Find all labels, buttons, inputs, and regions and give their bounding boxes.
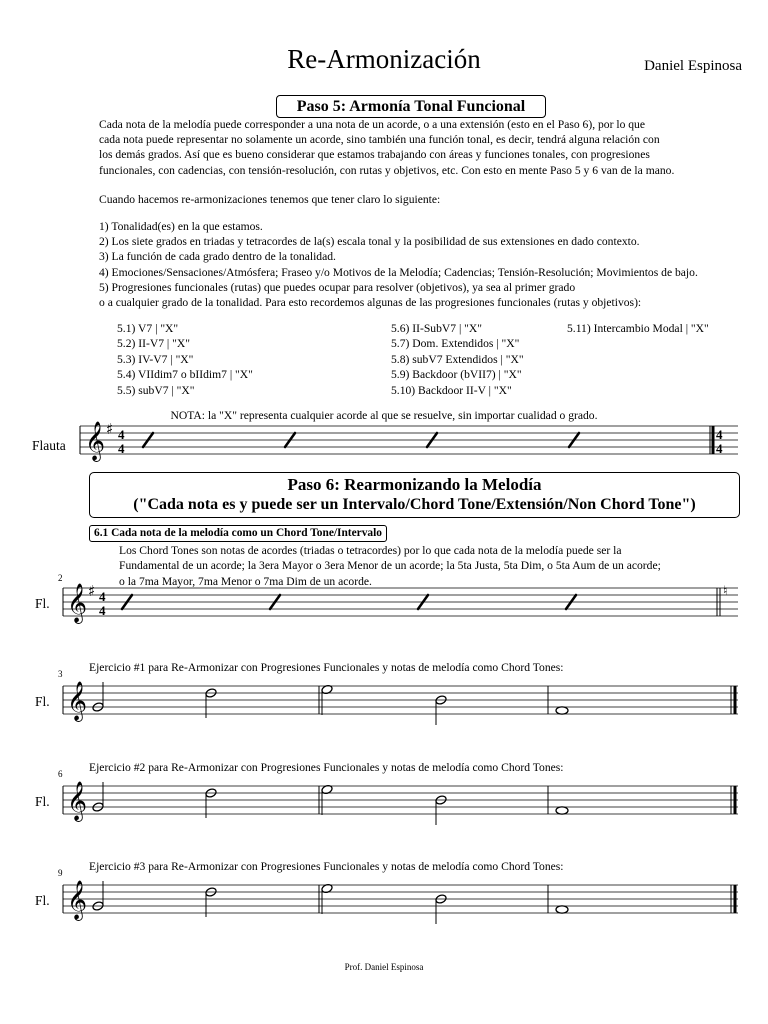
sharp-icon: ♯ <box>106 420 114 438</box>
progression-item: 5.4) VIIdim7 o bIIdim7 | "X" <box>117 368 253 382</box>
progressions-column-3 <box>567 321 709 336</box>
paso6-box <box>89 472 740 518</box>
paso5-heading: Paso 5: Armonía Tonal Funcional <box>276 95 546 118</box>
point-item: 4) Emociones/Sensaciones/Atmósfera; Fraseo y/o Motivos de la Melodía; Cadencias; Tensión-Resolución; Movimientos de bajo. <box>99 265 698 279</box>
chord-tones-line: Fundamental de un acorde; la 3era Mayor o 3era Menor de un acorde; la 5ta Justa, 5ta Dim, o 5ta Aum de un acorde; <box>119 559 661 573</box>
treble-clef-icon: 𝄞 <box>67 681 88 721</box>
point-item: 2) Los siete grados en triadas y tetracordes de la(s) escala tonal y la posibilidad de sus extensiones en dado contexto. <box>99 235 640 249</box>
progression-item: 5.1) V7 | "X" <box>117 322 179 335</box>
exercise-instruction: Ejercicio #2 para Re-Armonizar con Progresiones Funcionales y notas de melodía como Chord Tones: <box>89 761 564 774</box>
progression-item: 5.2) II-V7 | "X" <box>117 337 190 351</box>
progression-item: 5.10) Backdoor II-V | "X" <box>391 383 512 397</box>
exercise-instruction: Ejercicio #1 para Re-Armonizar con Progresiones Funcionales y notas de melodía como Chord Tones: <box>89 661 564 674</box>
natural-icon: ♮ <box>723 584 728 599</box>
author-name: Daniel Espinosa <box>644 58 742 74</box>
instrument-name: Fl. <box>35 893 50 908</box>
point-item: 1) Tonalidad(es) en la que estamos. <box>99 220 263 233</box>
exercise-staff-2 <box>0 776 768 826</box>
treble-clef-icon: 𝄞 <box>85 421 106 461</box>
chord-tones-line: o la 7ma Mayor, 7ma Menor o 7ma Dim de un acorde. <box>119 574 372 588</box>
paso5-intro <box>99 117 768 178</box>
time-signature-bottom: 4 <box>99 603 106 618</box>
staff-1 <box>0 418 768 468</box>
progressions-column-1 <box>117 321 253 398</box>
intro-line: los demás grados. Así que es bueno considerar que estamos trabajando con áreas y funciones tonales, con progresiones <box>99 148 650 162</box>
paso5-points <box>99 219 768 310</box>
instrument-name: Fl. <box>35 596 50 611</box>
progression-item: 5.11) Intercambio Modal | "X" <box>567 322 709 335</box>
time-signature-bottom: 4 <box>716 441 723 456</box>
document-title: Re-Armonización <box>287 44 481 74</box>
progression-item: 5.3) IV-V7 | "X" <box>117 352 194 366</box>
progression-item: 5.5) subV7 | "X" <box>117 383 195 397</box>
exercise-instruction: Ejercicio #3 para Re-Armonizar con Progresiones Funcionales y notas de melodía como Chord Tones: <box>89 860 564 873</box>
point-item: o a cualquier grado de la tonalidad. Para esto recordemos algunas de las progresiones funcionales (rutas y objetivos): <box>99 296 642 310</box>
measure-number: 6 <box>58 769 63 779</box>
instrument-name: Fl. <box>35 794 50 809</box>
intro-line: funcionales, con cadencias, con tensión-resolución, con rutas y objetivos, etc. Con esto en mente Paso 5 y 6 van de la mano. <box>99 163 675 177</box>
section-6-1-label: 6.1 Cada nota de la melodía como un Chord Tone/Intervalo <box>89 525 387 542</box>
progression-item: 5.7) Dom. Extendidos | "X" <box>391 337 520 351</box>
sharp-icon: ♯ <box>88 582 96 600</box>
intro-line: Cada nota de la melodía puede corresponder a una nota de un acorde, o a una extensión (esto en el Paso 6), por lo que <box>99 118 646 131</box>
instrument-name: Flauta <box>32 438 66 453</box>
intro-line: cada nota puede representar no solamente un acorde, sino también una función tonal, es decir, tendrá alguna relación con <box>99 133 660 147</box>
footer-credit: Prof. Daniel Espinosa <box>344 962 424 972</box>
progression-item: 5.6) II-SubV7 | "X" <box>391 322 483 335</box>
time-signature-top: 4 <box>716 427 723 442</box>
time-signature-top: 4 <box>99 589 106 604</box>
time-signature-bottom: 4 <box>118 441 125 456</box>
treble-clef-icon: 𝄞 <box>67 583 88 623</box>
progression-item: 5.8) subV7 Extendidos | "X" <box>391 352 524 366</box>
progressions-column-2 <box>391 321 524 398</box>
exercise-staff-3 <box>0 875 768 925</box>
chord-tones-line: Los Chord Tones son notas de acordes (triadas o tetracordes) por lo que cada nota de la melodía puede ser la <box>119 544 622 557</box>
paso6-subheading: ("Cada nota es y puede ser un Intervalo/Chord Tone/Extensión/Non Chord Tone") <box>133 496 696 513</box>
instrument-name: Fl. <box>35 694 50 709</box>
paso6-heading: Paso 6: Rearmonizando la Melodía <box>287 475 542 494</box>
point-item: 3) La función de cada grado dentro de la tonalidad. <box>99 250 336 264</box>
nota-text: NOTA: la "X" representa cualquier acorde al que se resuelve, sin importar cualidad o grado. <box>170 409 598 422</box>
point-item: 5) Progresiones funcionales (rutas) que puedes ocupar para resolver (objetivos), ya sea al primer grado <box>99 280 576 294</box>
time-signature-top: 4 <box>118 427 125 442</box>
exercise-staff-1 <box>0 676 768 726</box>
progression-item: 5.9) Backdoor (bVII7) | "X" <box>391 368 522 382</box>
treble-clef-icon: 𝄞 <box>67 880 88 920</box>
measure-number: 3 <box>58 669 63 679</box>
measure-number: 2 <box>58 573 63 583</box>
staff-2 <box>0 578 768 628</box>
treble-clef-icon: 𝄞 <box>67 781 88 821</box>
paso5-lead: Cuando hacemos re-armonizaciones tenemos que tener claro lo siguiente: <box>99 193 441 206</box>
measure-number: 9 <box>58 868 63 878</box>
